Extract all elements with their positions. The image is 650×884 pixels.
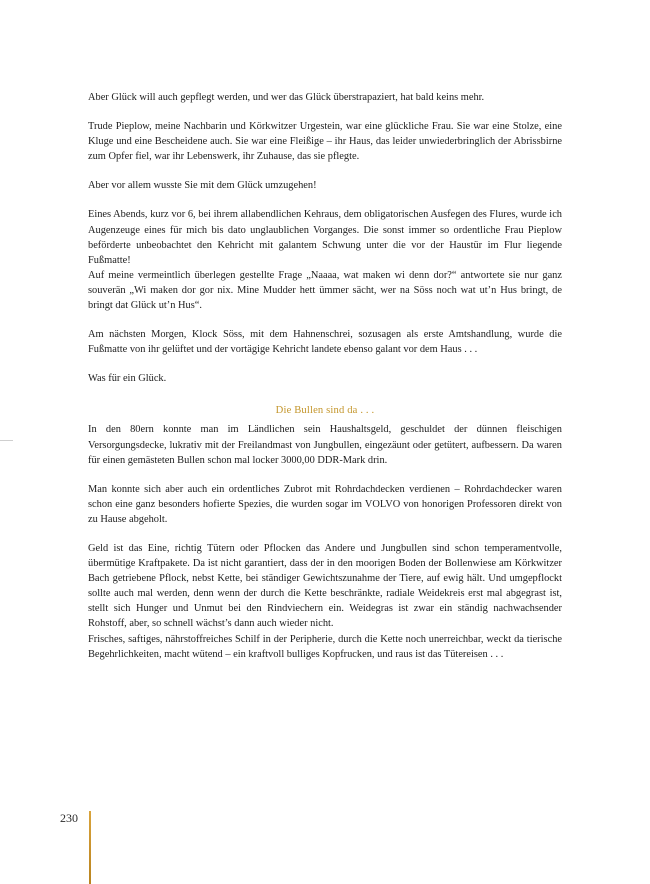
paragraph-3: Aber vor allem wusste Sie mit dem Glück umzugehen! xyxy=(88,180,317,192)
section-heading: Die Bullen sind da . . . xyxy=(275,405,375,417)
paragraph-10: Geld ist das Eine, richtig Tütern oder Pflocken das Andere und Jungbullen sind schon temperamentvolle, übermütige Kraftpakete. Da ist nicht garantiert, dass der in den moorigen Boden der Bollenwiese am Körkwitzer Bach getriebene Pflock, nebst Kette, bei ständiger Gewichtszunahme der Tiere, auf ewig hält. Und umgepflockt sollte auch mal werden, denn wenn der durch die Kette beschränkte, radiale Weidekreis erst mal abgegrast ist, stellt sich Hunger und Unmut bei den Rindviechern ein. Weidegras ist zwar ein ständig nachwachsender Rohstoff, aber, so schnell wächst’s dann auch wieder nicht. xyxy=(88,542,562,630)
paragraph-2: Trude Pieplow, meine Nachbarin und Körkwitzer Urgestein, war eine glückliche Frau. Sie war eine Stolze, eine Kluge und eine Bescheidene auch. Sie war eine Fleißige – ihr Haus, das leider unwiederbringlich der Abrissbirne zum Opfer fiel, war ihr Lebenswerk, ihr Zuhause, das sie pflegte. xyxy=(88,121,562,163)
paragraph-5: Auf meine vermeintlich überlegen gestellte Frage „Naaaa, wat maken wi denn dor?“ antwortete sie nur ganz souverän „Wi maken dor gor nix. Mine Mudder hett ümmer sächt, wer na Söss noch wat ut’n Hus bringt, de bringt dat Glück ut’n Hus“. xyxy=(88,269,562,312)
page-edge-tick-mark xyxy=(0,440,13,441)
page-number: 230 xyxy=(60,811,78,825)
page-number-accent-rule xyxy=(89,811,91,884)
paragraph-6: Am nächsten Morgen, Klock Söss, mit dem Hahnenschrei, sozusagen als erste Amtshandlung, wurde die Fußmatte von ihr gelüftet und der vortägige Kehricht landete ebenso galant vor dem Haus . . . xyxy=(88,329,562,356)
paragraph-1: Aber Glück will auch gepflegt werden, und wer das Glück überstrapaziert, hat bald keins mehr. xyxy=(88,92,485,103)
paragraph-7: Was für ein Glück. xyxy=(88,373,167,385)
text-column xyxy=(88,90,562,676)
paragraph-8: In den 80ern konnte man im Ländlichen sein Haushaltsgeld, geschuldet der dünnen fleischigen Versorgungsdecke, lukrativ mit der Freilandmast von Jungbullen, eingezäunt oder getütert, aufbessern. Da waren für einen gemästeten Bullen schon mal locker 3000,00 DDR-Mark drin. xyxy=(88,424,562,466)
paragraph-4: Eines Abends, kurz vor 6, bei ihrem allabendlichen Kehraus, dem obligatorischen Ausfegen des Flures, wurde ich Augenzeuge eines für mich bis dato unglaublichen Vorganges. Die sonst immer so ordentliche Frau Pieplow beförderte unbeobachtet den Kehricht mit galantem Schwung unter die vor der Haustür im Flur liegende Fußmatte! xyxy=(88,209,562,266)
paragraph-9: Man konnte sich aber auch ein ordentliches Zubrot mit Rohrdachdecken verdienen – Rohrdachdecker waren schon eine ganz besonders hofierte Spezies, die wurden sogar im VOLVO von honorigen Professoren direkt von zu Hause abgeholt. xyxy=(88,483,562,525)
paragraph-11: Frisches, saftiges, nährstoffreiches Schilf in der Peripherie, durch die Kette noch unerreichbar, weckt da tierische Begehrlichkeiten, macht wütend – ein kraftvoll bulliges Kopfrucken, und raus ist das Tütereisen . . . xyxy=(88,633,562,660)
